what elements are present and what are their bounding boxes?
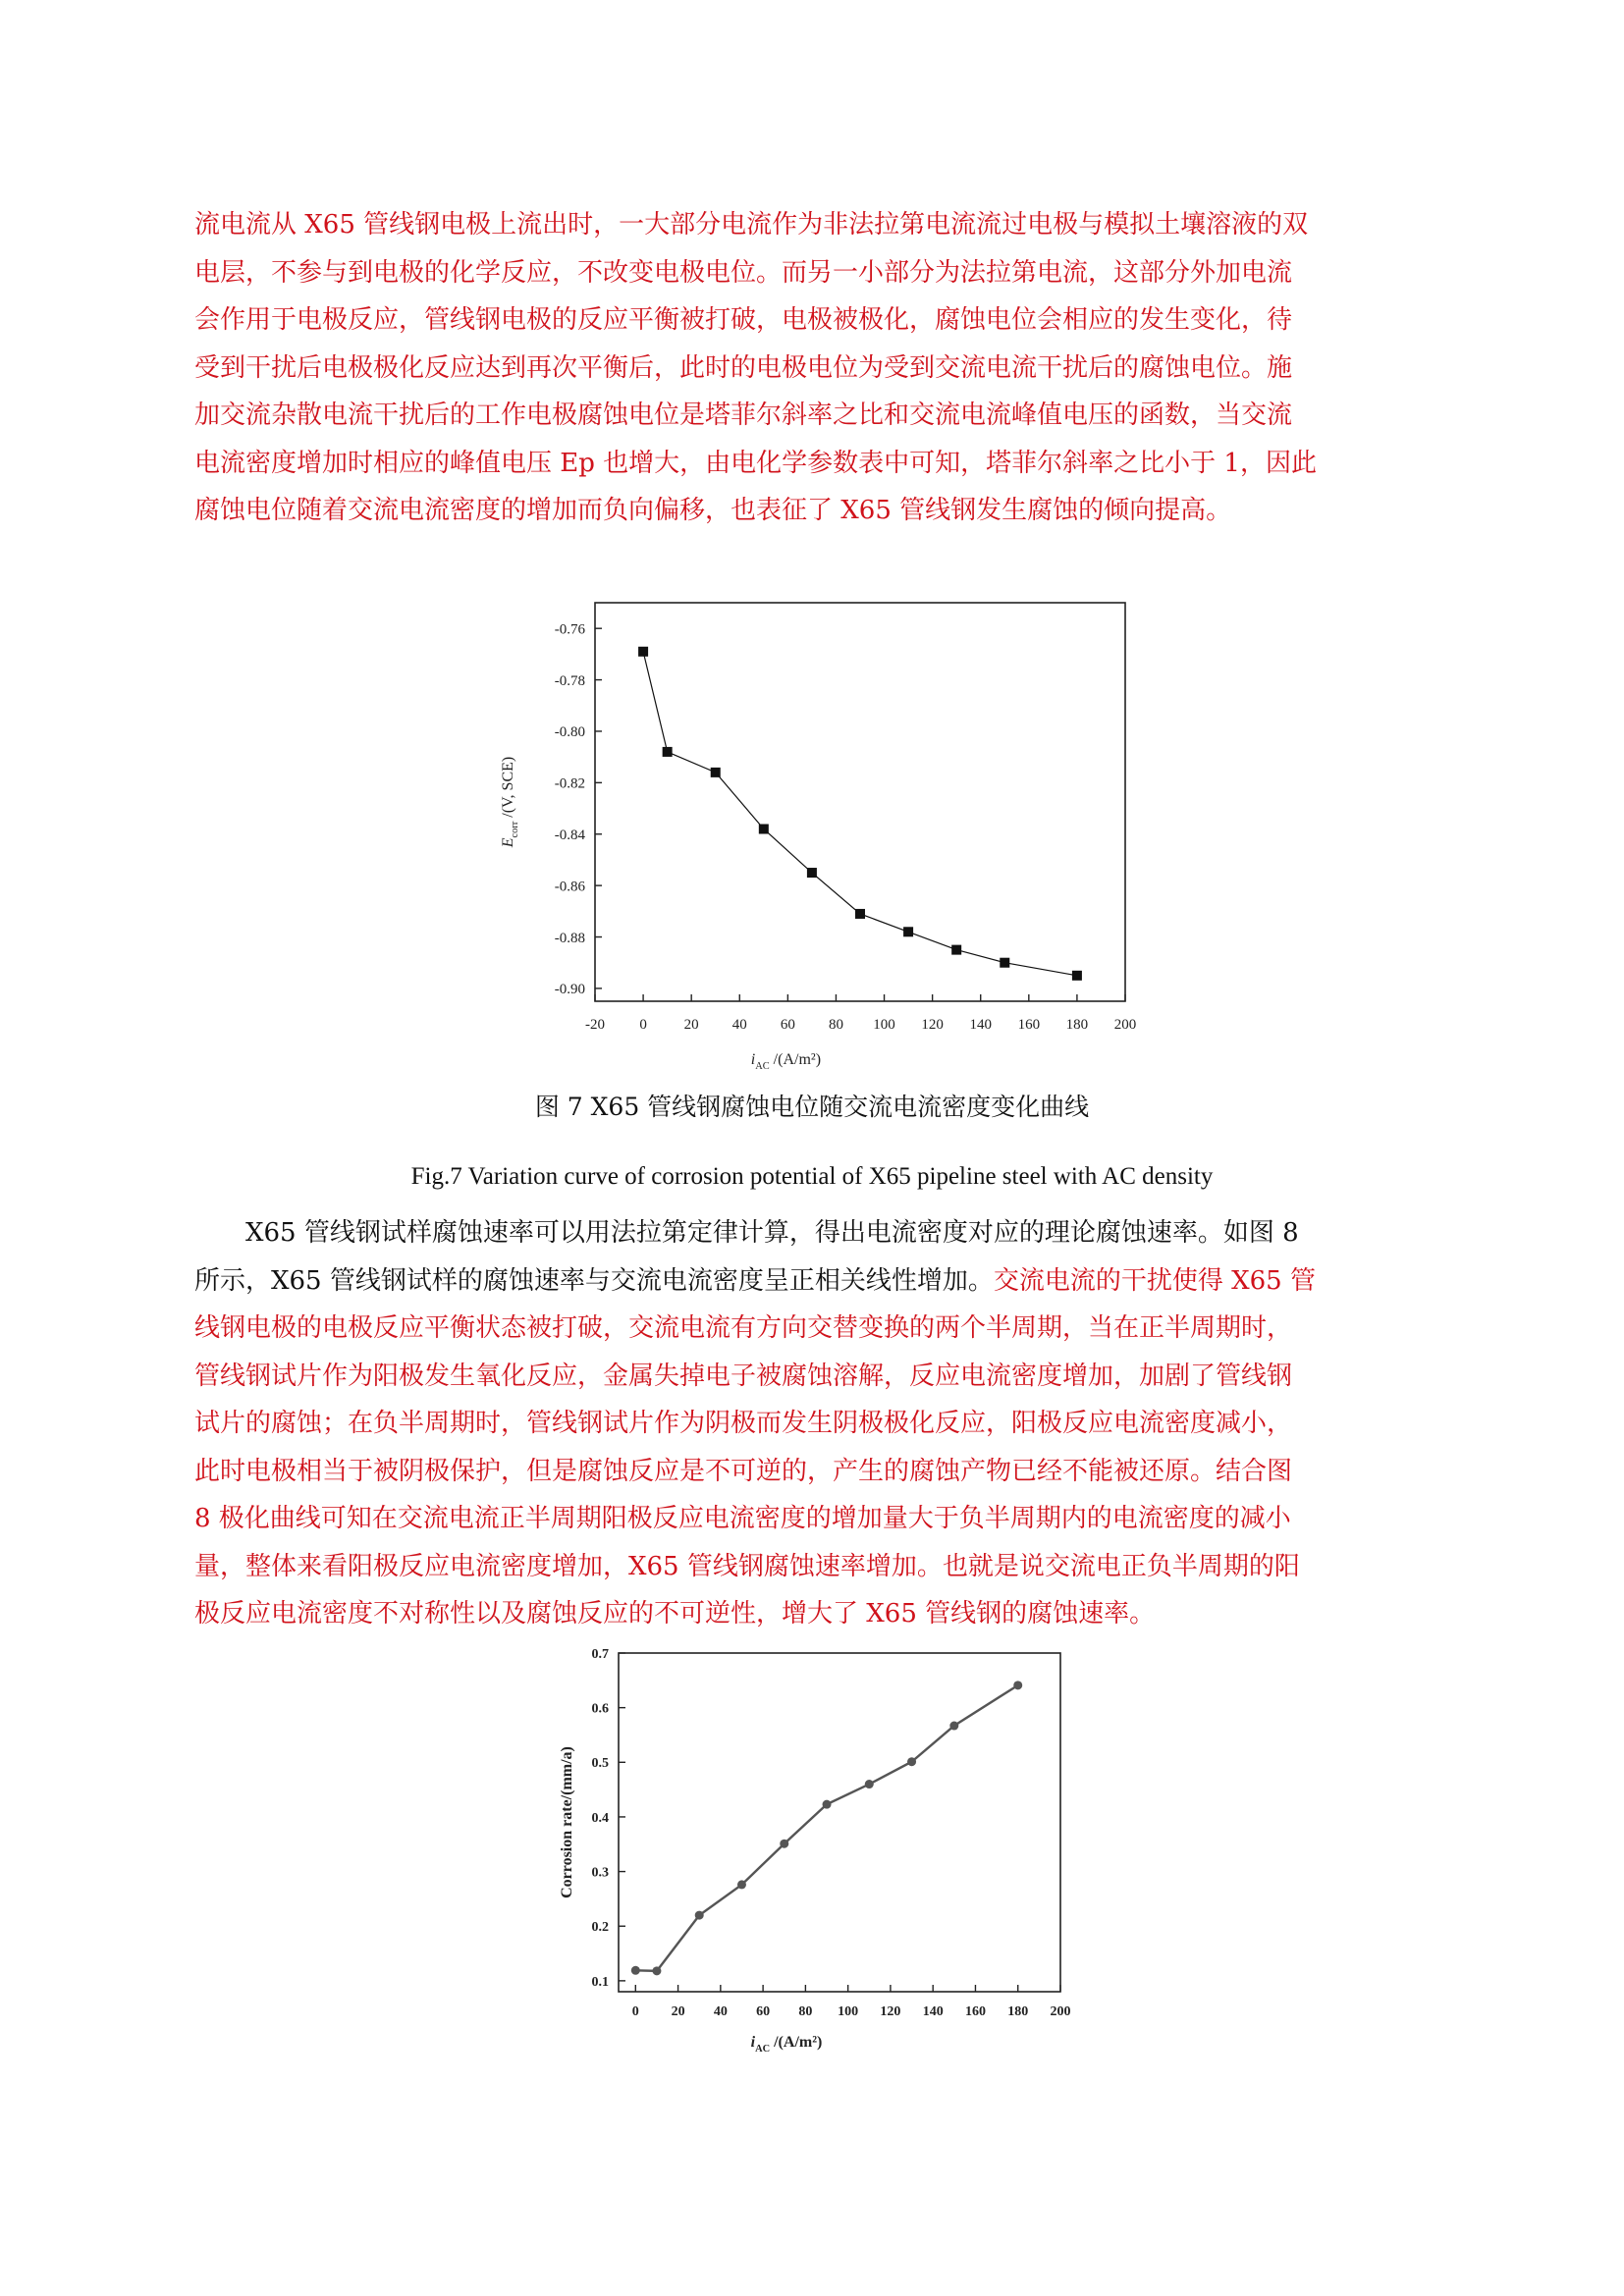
x-tick-label: 200 xyxy=(1113,1017,1137,1033)
y-tick-label: 0.2 xyxy=(591,1920,609,1936)
series-line xyxy=(635,1685,1017,1971)
y-tick-label: 0.1 xyxy=(591,1974,609,1990)
y-tick-label: -0.90 xyxy=(554,982,585,998)
data-point xyxy=(759,825,769,834)
data-point xyxy=(855,909,865,919)
y-tick-label: -0.82 xyxy=(554,775,585,792)
paragraph-1-line: 加交流杂散电流干扰后的工作电极腐蚀电位是塔菲尔斜率之比和交流电流峰值电压的函数，当交流 xyxy=(194,400,1293,430)
figure-7-caption-en: Fig.7 Variation curve of corrosion potential of X65 pipeline steel with AC density xyxy=(410,1163,1214,1190)
paragraph-2-line: 此时电极相当于被阴极保护，但是腐蚀反应是不可逆的，产生的腐蚀产物已经不能被还原。结合图 xyxy=(194,1456,1293,1486)
x-tick-label: 140 xyxy=(969,1017,992,1033)
paragraph-2-line-1: X65 管线钢试样腐蚀速率可以用法拉第定律计算，得出电流密度对应的理论腐蚀速率。如图 8 xyxy=(245,1218,1299,1248)
y-tick-label: 0.6 xyxy=(591,1701,609,1717)
x-tick-label: 120 xyxy=(921,1017,944,1033)
data-point xyxy=(737,1880,746,1889)
x-tick-label: 80 xyxy=(798,2004,813,2019)
data-point xyxy=(711,768,721,777)
x-tick-label: 20 xyxy=(671,2004,685,2019)
x-tick-label: 60 xyxy=(756,2004,771,2019)
paragraph-2-line-2-red: 交流电流的干扰使得 X65 管 xyxy=(993,1265,1316,1296)
x-tick-label: 160 xyxy=(1017,1017,1041,1033)
paragraph-2-line: 8 极化曲线可知在交流电流正半周期阳极反应电流密度的增加量大于负半周期内的电流密度的减小 xyxy=(194,1504,1291,1533)
x-tick-label: 200 xyxy=(1050,2004,1071,2019)
x-tick-label: 40 xyxy=(713,2004,728,2019)
x-axis-label: $i_{AC}$ /(A/m²) xyxy=(750,1051,822,1072)
y-tick-label: -0.86 xyxy=(554,879,585,895)
y-tick-label: -0.84 xyxy=(554,827,585,843)
x-tick-label: 100 xyxy=(838,2004,859,2019)
y-tick-label: -0.88 xyxy=(554,930,585,946)
data-point xyxy=(1013,1681,1022,1689)
data-point xyxy=(907,1757,916,1766)
paragraph-1-line: 腐蚀电位随着交流电流密度的增加而负向偏移，也表征了 X65 管线钢发生腐蚀的倾向提高。 xyxy=(194,496,1232,525)
paragraph-2-line: 量，整体来看阳极反应电流密度增加，X65 管线钢腐蚀速率增加。也就是说交流电正负半周期的阳 xyxy=(194,1551,1300,1581)
data-point xyxy=(865,1780,874,1789)
y-axis-label: $E_{corr}$ /(V, SCE) xyxy=(500,756,520,848)
paragraph-2-line: 极反应电流密度不对称性以及腐蚀反应的不可逆性，增大了 X65 管线钢的腐蚀速率。 xyxy=(194,1599,1156,1629)
paragraph-1 xyxy=(194,201,1439,535)
paragraph-1-line: 会作用于电极反应，管线钢电极的反应平衡被打破，电极被极化，腐蚀电位会相应的发生变化，待 xyxy=(194,305,1293,335)
x-tick-label: 0 xyxy=(639,1017,647,1033)
paragraph-1-line: 电层，不参与到电极的化学反应，不改变电极电位。而另一小部分为法拉第电流，这部分外加电流 xyxy=(194,257,1293,288)
data-point xyxy=(663,747,673,757)
y-axis-label: Corrosion rate/(mm/a) xyxy=(559,1746,575,1898)
x-tick-label: 160 xyxy=(964,2004,986,2019)
data-point xyxy=(807,868,817,878)
x-tick-label: 0 xyxy=(631,2004,639,2019)
y-tick-label: 0.5 xyxy=(591,1756,609,1772)
paragraph-2-line-2 xyxy=(194,1257,1439,1306)
x-tick-label: 80 xyxy=(828,1017,843,1033)
paragraph-1-line: 受到干扰后电极极化反应达到再次平衡后，此时的电极电位为受到交流电流干扰后的腐蚀电位。施 xyxy=(194,352,1293,383)
y-tick-label: 0.7 xyxy=(591,1646,609,1662)
data-point xyxy=(1000,958,1009,968)
data-point xyxy=(823,1800,832,1809)
figure-8-chart xyxy=(550,1639,1100,2071)
x-tick-label: 180 xyxy=(1065,1017,1089,1033)
data-point xyxy=(652,1966,661,1975)
series-line xyxy=(643,652,1077,976)
figure-7-chart xyxy=(491,589,1159,1070)
paragraph-2-line: 线钢电极的电极反应平衡状态被打破，交流电流有方向交替变换的两个半周期，当在正半周期时， xyxy=(194,1313,1293,1343)
plot-frame xyxy=(595,603,1125,1001)
data-point xyxy=(631,1966,640,1975)
y-tick-label: 0.4 xyxy=(591,1810,609,1826)
y-tick-label: -0.80 xyxy=(554,724,585,741)
paragraph-2-line: 管线钢试片作为阳极发生氧化反应，金属失掉电子被腐蚀溶解，反应电流密度增加，加剧了管线钢 xyxy=(194,1361,1293,1391)
x-tick-label: 100 xyxy=(873,1017,895,1033)
y-tick-label: 0.3 xyxy=(591,1865,609,1881)
x-tick-label: 140 xyxy=(922,2004,944,2019)
paragraph-1-line: 电流密度增加时相应的峰值电压 Ep 也增大，由电化学参数表中可知，塔菲尔斜率之比小于 1，因此 xyxy=(194,448,1317,478)
plot-frame xyxy=(619,1653,1060,1992)
x-axis-label: $i_{AC}$ /(A/m²) xyxy=(750,2034,823,2055)
paragraph-2-line-2-black: 所示，X65 管线钢试样的腐蚀速率与交流电流密度呈正相关线性增加。 xyxy=(194,1265,994,1296)
data-point xyxy=(780,1840,788,1848)
data-point xyxy=(695,1911,704,1920)
x-tick-label: -20 xyxy=(585,1017,605,1033)
data-point xyxy=(1072,971,1082,981)
data-point xyxy=(903,927,913,936)
x-tick-label: 120 xyxy=(880,2004,901,2019)
y-tick-label: -0.76 xyxy=(554,621,585,638)
paragraph-1-line: 流电流从 X65 管线钢电极上流出时，一大部分电流作为非法拉第电流流过电极与模拟土壤溶液的双 xyxy=(194,210,1309,240)
y-tick-label: -0.78 xyxy=(554,672,585,689)
data-point xyxy=(949,1722,958,1731)
paragraph-2-line: 试片的腐蚀；在负半周期时，管线钢试片作为阴极而发生阴极极化反应，阳极反应电流密度减小， xyxy=(194,1409,1293,1438)
x-tick-label: 60 xyxy=(780,1017,795,1033)
x-tick-label: 40 xyxy=(731,1017,747,1033)
paragraph-2 xyxy=(194,1209,1439,1638)
data-point xyxy=(638,647,648,657)
data-point xyxy=(951,945,961,955)
x-tick-label: 180 xyxy=(1007,2004,1029,2019)
x-tick-label: 20 xyxy=(683,1017,699,1033)
figure-7-caption-cn: 图 7 X65 管线钢腐蚀电位随交流电流密度变化曲线 xyxy=(534,1093,1090,1121)
